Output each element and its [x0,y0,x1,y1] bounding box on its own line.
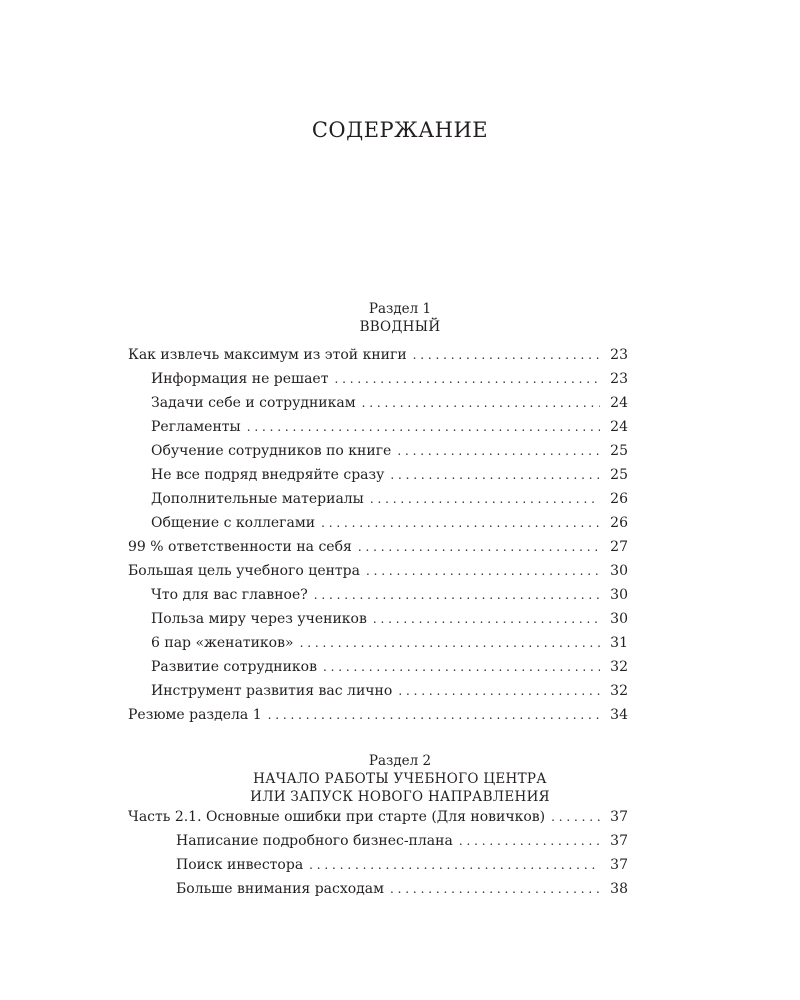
toc-entry-label: 6 пар «женатиков» [151,635,294,651]
toc-entry-page: 37 [610,857,628,873]
leader-dots [397,439,600,463]
leader-dots [334,367,600,391]
toc-entry[interactable] [128,853,628,877]
toc-entry[interactable] [128,583,628,607]
toc-entry-page: 25 [610,443,628,459]
toc-entry-page: 32 [610,659,628,675]
leader-dots [268,703,600,727]
page-title: СОДЕРЖАНИЕ [311,118,489,142]
leader-dots [551,805,600,829]
toc-entry-page: 38 [610,881,628,897]
toc-entry-label: Как извлечь максимум из этой книги [128,347,407,363]
toc-entry[interactable] [128,439,628,463]
toc-entry-label: Развитие сотрудников [151,659,317,675]
toc-entry[interactable] [128,559,628,583]
leader-dots [300,631,600,655]
leader-dots [309,853,600,877]
toc-entry-label: Поиск инвестора [176,857,304,873]
toc-entry-label: Написание подробного бизнес-плана [176,833,453,849]
toc-entry-label: Что для вас главное? [151,587,308,603]
toc-entry[interactable] [128,463,628,487]
toc-entry-label: Резюме раздела 1 [128,707,262,723]
toc-entry[interactable] [128,829,628,853]
toc-entry-label: Обучение сотрудников по книге [151,443,392,459]
toc-entry-page: 23 [610,347,628,363]
toc-entry[interactable] [128,703,628,727]
toc-entry-label: Регламенты [151,419,241,435]
toc-entry-page: 34 [610,707,628,723]
section-2-toc [128,805,628,901]
leader-dots [358,535,600,559]
toc-entry[interactable] [128,391,628,415]
toc-entry[interactable] [128,415,628,439]
section-1-heading [0,300,800,336]
toc-entry[interactable] [128,805,628,829]
toc-entry-label: Информация не решает [151,371,329,387]
toc-entry-label: Не все подряд внедряйте сразу [151,467,385,483]
leader-dots [366,559,600,583]
toc-entry[interactable] [128,511,628,535]
section-1-name: ВВОДНЫЙ [359,319,441,335]
toc-entry-label: Большая цель учебного центра [128,563,360,579]
leader-dots [390,463,600,487]
toc-entry[interactable] [128,607,628,631]
section-2-heading [0,752,800,806]
leader-dots [390,877,600,901]
toc-entry-page: 37 [610,809,628,825]
leader-dots [398,679,600,703]
toc-entry-label: Инструмент развития вас лично [151,683,393,699]
toc-entry[interactable] [128,679,628,703]
toc-entry-label: Общение с коллегами [151,515,316,531]
leader-dots [413,343,600,367]
leader-dots [370,487,600,511]
toc-entry-page: 26 [610,491,628,507]
toc-entry-page: 24 [610,395,628,411]
toc-entry-label: Дополнительные материалы [151,491,364,507]
toc-entry-page: 24 [610,419,628,435]
toc-entry[interactable] [128,631,628,655]
toc-entry-label: Часть 2.1. Основные ошибки при старте (Для новичков) [128,809,546,825]
toc-entry[interactable] [128,535,628,559]
section-2-name-line-1: НАЧАЛО РАБОТЫ УЧЕБНОГО ЦЕНТРА [253,771,547,787]
section-1-toc [128,343,628,727]
toc-entry-page: 26 [610,515,628,531]
toc-entry[interactable] [128,343,628,367]
section-2-number: Раздел 2 [368,753,432,769]
toc-entry[interactable] [128,487,628,511]
section-1-number: Раздел 1 [368,301,432,317]
toc-entry-page: 30 [610,563,628,579]
toc-entry-page: 30 [610,611,628,627]
toc-entry-page: 37 [610,833,628,849]
toc-entry-page: 32 [610,683,628,699]
toc-entry-page: 23 [610,371,628,387]
toc-entry-page: 27 [610,539,628,555]
leader-dots [459,829,600,853]
leader-dots [373,607,600,631]
toc-entry-page: 30 [610,587,628,603]
toc-entry-page: 25 [610,467,628,483]
leader-dots [323,655,600,679]
toc-entry-label: Польза миру через учеников [151,611,367,627]
toc-entry-page: 31 [610,635,628,651]
toc-entry[interactable] [128,877,628,901]
section-2-name-line-2: ИЛИ ЗАПУСК НОВОГО НАПРАВЛЕНИЯ [250,789,550,805]
leader-dots [321,511,600,535]
leader-dots [247,415,600,439]
toc-entry[interactable] [128,655,628,679]
leader-dots [314,583,600,607]
toc-entry-label: 99 % ответственности на себя [128,539,352,555]
toc-entry[interactable] [128,367,628,391]
leader-dots [362,391,600,415]
toc-entry-label: Задачи себе и сотрудникам [151,395,356,411]
toc-entry-label: Больше внимания расходам [176,881,385,897]
